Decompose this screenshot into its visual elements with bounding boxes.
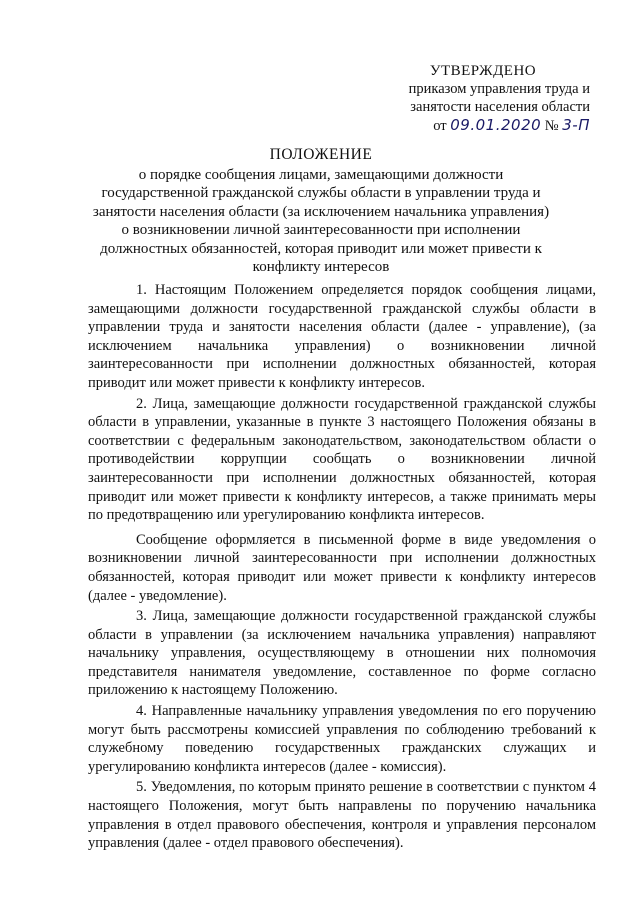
- approval-line-2: занятости населения области: [410, 99, 590, 115]
- document-title: ПОЛОЖЕНИЕ: [269, 146, 373, 163]
- approval-line-1: приказом управления труда и: [408, 81, 590, 97]
- document-title-block: [88, 146, 554, 277]
- paragraph-2-note: Сообщение оформляется в письменной форме в виде уведомления о возникновении личной заинтересованности при исполнении должностных обязанностей, которая приводит или может привести к конфликту интересов (далее - уведомление).: [88, 531, 596, 604]
- paragraph-2: 2. Лица, замещающие должности государственной гражданской службы области в управлении, указанные в пункте 3 настоящего Положения обязаны в соответствии с федеральным законодательством, законодательством области о противодействии коррупции сообщать о возникновении личной заинтересованности при исполнении должностных обязанностей, которая приводит или может привести к конфликту интересов, а также принимать меры по предотвращению или урегулированию конфликта интересов.: [88, 395, 596, 524]
- number-prefix: №: [544, 118, 559, 134]
- paragraph-1: 1. Настоящим Положением определяется порядок сообщения лицами, замещающими должности государственной гражданской службы области в управлении труда и занятости населения области (далее - управление), (за исключением начальника управления) о возникновении личной заинтересованности при исполнении должностных обязанностей, которая приводит или может привести к конфликту интересов.: [88, 282, 596, 391]
- document-subtitle: о порядке сообщения лицами, замещающими должности государственной гражданской службы области в управлении труда и занятости населения области (за исключением начальника управления) о возникновении личной заинтересованности при исполнении должностных обязанностей, которая приводит или может привести к конфликту интересов: [92, 166, 550, 275]
- handwritten-date: 09.01.2020: [450, 116, 542, 134]
- paragraph-3: 3. Лица, замещающие должности государственной гражданской службы области в управлении (за исключением начальника управления) направляют начальнику управления, осуществляющему в отношении них полномочия представителя нанимателя уведомление, составленное по форме согласно приложению к настоящему Положению.: [88, 608, 596, 699]
- paragraph-4: 4. Направленные начальнику управления уведомления по его поручению могут быть рассмотрены комиссией управления по соблюдению требований к служебному поведению государственных гражданских служащих и урегулированию конфликта интересов (далее - комиссия).: [88, 703, 596, 775]
- document-body: [88, 281, 596, 855]
- approval-heading: УТВЕРЖДЕНО: [429, 63, 537, 79]
- approval-date-line: [360, 116, 590, 135]
- approval-stamp: [360, 62, 590, 135]
- handwritten-number: 3-П: [562, 116, 590, 134]
- date-prefix: от: [433, 118, 447, 134]
- paragraph-5: 5. Уведомления, по которым принято решение в соответствии с пунктом 4 настоящего Положения, могут быть направлены по поручению начальника управления в отдел правового обеспечения, контроля и управления персоналом управления (далее - отдел правового обеспечения).: [88, 779, 596, 852]
